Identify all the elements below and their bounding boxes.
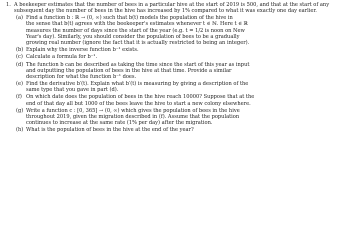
part-label: (b) <box>16 47 24 54</box>
part-text-line: same type that you gave in part (d). <box>26 87 119 94</box>
part-text <box>26 81 346 93</box>
part-text-line: What is the population of bees in the hive at the end of the year? <box>26 127 194 134</box>
part-text-line: Calculate a formula for b⁻¹. <box>26 54 98 61</box>
part-label: (d) <box>16 61 24 68</box>
problem-intro: A beekeeper estimates that the number of bees in a particular hive at the start of 2019 is 500, and that at the start of any subsequent day the number of bees in the hive has increased by 1% compared to what it was exactly one day earlier. <box>14 2 330 15</box>
problem-part-d <box>14 62 346 80</box>
part-text-line: throughout 2019, given the migration described in (f). Assume that the population <box>26 113 240 120</box>
problem-part-h <box>14 127 346 133</box>
part-label: (h) <box>16 127 24 134</box>
part-text-line: description for what the function b⁻¹ does. <box>26 73 137 80</box>
problem-parts <box>14 15 346 133</box>
part-text-line: Write a function c : [0, 365] → (0, ∞) which gives the population of bees in the hive <box>26 107 240 114</box>
part-text-line: Explain why the inverse function b⁻¹ exists. <box>26 47 139 54</box>
part-text-line: The function b can be described as taking the time since the start of this year as input <box>26 61 250 68</box>
part-text <box>26 47 346 53</box>
part-text <box>26 62 346 80</box>
problem-part-b <box>14 47 346 53</box>
part-text-line: continues to increase at the same rate (1% per day) after the migration. <box>26 120 213 126</box>
part-text <box>26 127 346 133</box>
part-text <box>26 108 346 126</box>
problem-part-f <box>14 94 346 106</box>
part-label: (a) <box>16 15 24 22</box>
part-text <box>26 15 346 45</box>
part-text-line: Find the derivative b′(t). Explain what b′(t) is measuring by giving a description of the <box>26 81 249 88</box>
problem-part-a <box>14 15 346 45</box>
part-label: (g) <box>16 107 24 114</box>
problem-part-g <box>14 108 346 126</box>
problem-body <box>14 2 346 133</box>
part-text <box>26 54 346 60</box>
part-text-line: the sense that b(t) agrees with the beekeeper's estimates whenever t ∈ ℕ. Here t ∈ ℝ <box>26 21 248 28</box>
part-text-line: On which date does the population of bees in the hive reach 10000? Suppose that at the <box>26 94 255 101</box>
problem-1 <box>6 2 346 133</box>
part-text-line: measures the number of days since the start of the year (e.g. t = 1/2 is noon on New <box>26 27 245 34</box>
part-text-line: end of that day all but 1000 of the bees leave the hive to start a new colony elsewhere. <box>26 100 251 107</box>
part-label: (c) <box>16 54 23 61</box>
part-text-line: Year's day). Similarly, you should consider the population of bees to be a gradually <box>26 33 240 40</box>
part-label: (e) <box>16 81 23 88</box>
part-text-line: and outputting the population of bees in the hive at that time. Provide a similar <box>26 67 232 74</box>
part-text-line: growing real number (ignore the fact that it is actually restricted to being an integer). <box>26 39 250 46</box>
part-text-line: Find a function b : ℝ → (0, ∞) such that b(t) models the population of the hive in <box>26 15 233 22</box>
problem-part-c <box>14 54 346 60</box>
part-text <box>26 94 346 106</box>
part-label: (f) <box>16 94 22 101</box>
problem-part-e <box>14 81 346 93</box>
problem-number: 1. <box>6 2 11 8</box>
